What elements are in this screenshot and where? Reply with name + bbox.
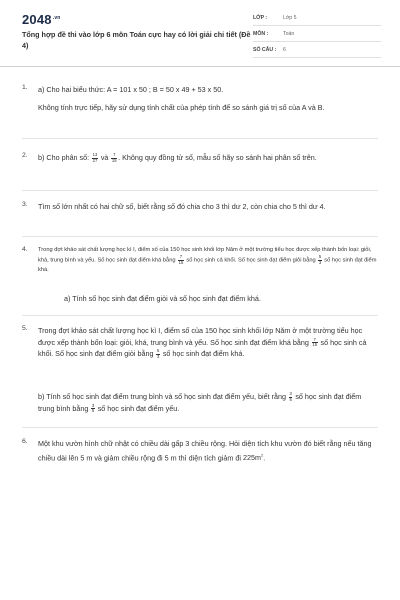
question-number: 1. (22, 84, 28, 91)
meta-value: Lớp 5 (283, 14, 297, 21)
question-text: a) Cho hai biểu thức: A = 101 x 50 ; B = 50 x 49 + 53 x 50. (38, 85, 224, 94)
question-text: Tìm số lớn nhất có hai chữ số, biết rằng số đó chia cho 3 thì dư 2, còn chia cho 5 thì dư 4. (38, 202, 326, 211)
meta-row-grade (253, 10, 381, 26)
fraction: $\frac{3}{5}$ (91, 402, 95, 414)
fraction: $\frac{7}{15}$ (312, 336, 318, 348)
site-logo[interactable]: $2048^{.vn}$ (22, 12, 61, 27)
meta-key: MÔN : (253, 30, 269, 37)
question-text: Một khu vườn hình chữ nhật có chiều dài gấp 3 chiều rộng. Hỏi diện tích khu vườn đó biết rằng nếu tăng chiều dài lên 5 m và giảm chiều rộng đi 5 m thì diện tích giảm đi $225m^2$. (38, 439, 372, 462)
meta-value: Toán (283, 30, 295, 37)
header-divider (0, 66, 400, 67)
fraction: $\frac{5}{3}$ (318, 254, 322, 265)
fraction: $\frac{13}{27}$ (92, 152, 98, 163)
question-number: 3. (22, 201, 28, 208)
question-subpart: a) Tính số học sinh đạt điểm giỏi và số học sinh đạt điểm khá. (64, 294, 261, 303)
question-divider (22, 315, 378, 316)
worksheet-header (0, 0, 400, 66)
question-divider (22, 236, 378, 237)
question-number: 2. (22, 152, 28, 159)
meta-key: SỐ CÂU : (253, 46, 277, 53)
meta-value: 6 (283, 46, 286, 53)
question-divider (22, 138, 378, 139)
fraction: $\frac{7}{15}$ (178, 254, 184, 265)
meta-key: LỚP : (253, 14, 268, 21)
question-subpart: b) Tính số học sinh đạt điểm trung bình và số học sinh đạt điểm yếu, biết rằng $\frac{3}{5}$ số học sinh đạt điểm trung bình bằng $\frac{3}{5}$ số học sinh đạt điểm yếu. (38, 391, 362, 414)
question-text: Không tính trực tiếp, hãy sử dụng tính chất của phép tính để so sánh giá trị số của A và B. (38, 103, 325, 112)
fraction: $\frac{7}{15}$ (111, 152, 117, 163)
question-text: Trong đợt khảo sát chất lượng học kì I, điểm số của 150 học sinh khối lớp Năm ở một trường tiểu học được xếp thành bốn loại: giỏi, khá, trung bình và yếu. Số học sinh đạt điểm khá bằng $\frac{7}{15}$ số học sinh cả khối. Số học sinh đạt điểm giỏi bằng $\frac{5}{3}$ số học sinh đạt điểm khá. (38, 326, 367, 359)
question-divider (22, 190, 378, 191)
question-number: 4. (22, 246, 28, 253)
question-text: Trong đợt khảo sát chất lượng học kì I, điểm số của 150 học sinh khối lớp Năm ở một trường tiểu học được xếp thành bốn loại: giỏi, khá, trung bình và yếu. Số học sinh đạt điểm khá bằng $\frac{7}{15}$ số học sinh cả khối. Số học sinh đạt điểm giỏi bằng $\frac{5}{3}$ số học sinh đạt điểm khá. (38, 247, 377, 273)
area-value: $225m^2$ (242, 452, 264, 462)
question-number: 6. (22, 438, 28, 445)
question-text: b) Cho phân số: $\frac{13}{27}$ và $\frac{7}{15}$ . Không quy đồng tử số, mẫu số hãy so sánh hai phân số trên. (38, 152, 317, 163)
fraction: $\frac{3}{5}$ (289, 391, 292, 402)
meta-row-subject (253, 26, 381, 42)
question-number: 5. (22, 325, 28, 332)
question-divider (22, 427, 378, 428)
meta-row-count (253, 42, 381, 58)
metadata-table (253, 10, 381, 58)
document-title: Tổng hợp đề thi vào lớp 6 môn Toán cực hay có lời giải chi tiết (Đề 4) (22, 30, 251, 50)
fraction: $\frac{5}{3}$ (156, 348, 160, 359)
